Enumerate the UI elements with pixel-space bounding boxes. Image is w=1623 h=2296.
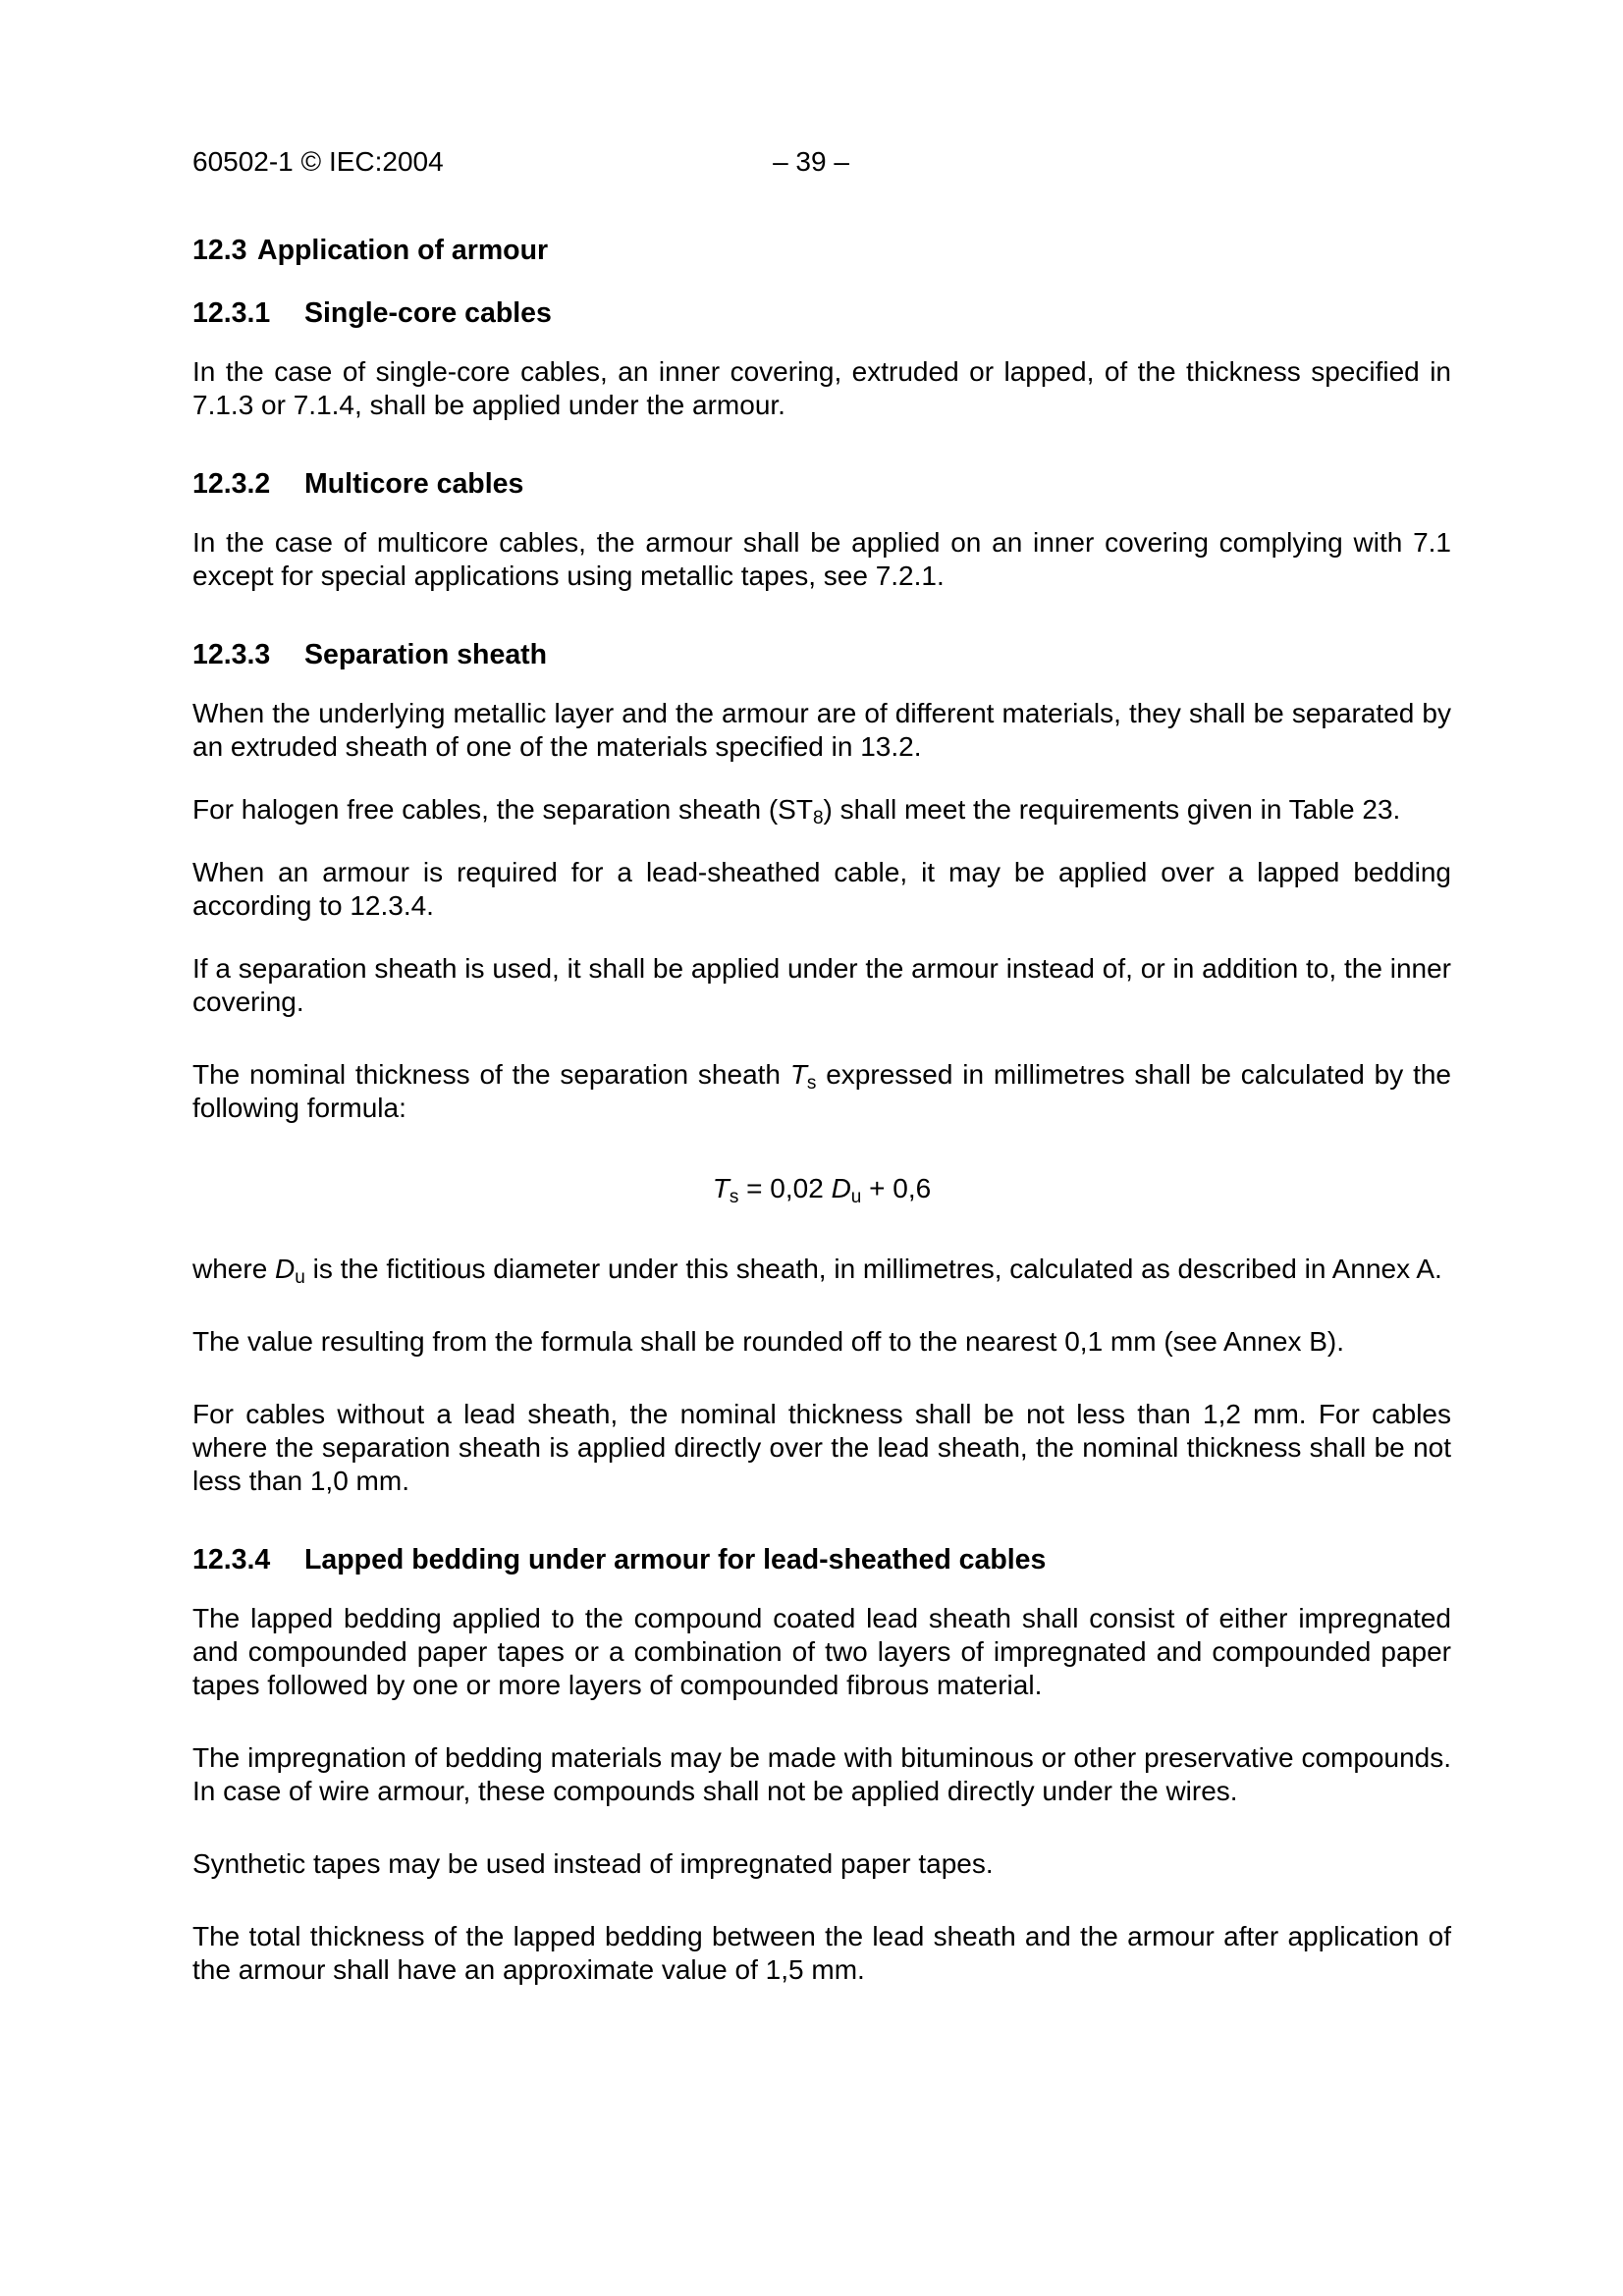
section-heading-12-3: [192, 234, 1451, 267]
variable-ts: T: [712, 1173, 730, 1203]
section-heading-12-3-1: [192, 296, 1451, 330]
subscript-st8: 8: [812, 808, 824, 828]
paragraph-nominal-thickness: [192, 1058, 1451, 1125]
formula-text: = 0,02: [738, 1173, 832, 1203]
section-number: 12.3.3: [192, 639, 271, 670]
paragraph-sheath-used: If a separation sheath is used, it shall be applied under the armour instead of, or in addition to, the inner covering.: [192, 953, 1451, 1017]
paragraph-text: The nominal thickness of the separation sheath: [192, 1059, 790, 1090]
formula-separation-sheath-thickness: [192, 1172, 1451, 1205]
paragraph-rounding: The value resulting from the formula shall be rounded off to the nearest 0,1 mm (see Annex B).: [192, 1326, 1345, 1357]
section-number: 12.3.1: [192, 297, 271, 329]
paragraph-text: For halogen free cables, the separation sheath (ST: [192, 794, 813, 825]
subscript-s: s: [806, 1073, 817, 1094]
section-heading-12-3-3: [192, 638, 1451, 671]
paragraph-lapped-bedding: The lapped bedding applied to the compound coated lead sheath shall consist of either impregnated and compounded paper tapes or a combination of two layers of impregnated and compounded paper tapes followed by one or more layers of compounded fibrous material.: [192, 1603, 1451, 1700]
section-title: Lapped bedding under armour for lead-sheathed cables: [304, 1544, 1047, 1575]
paragraph-multicore: In the case of multicore cables, the armour shall be applied on an inner covering complying with 7.1 except for special applications using metallic tapes, see 7.2.1.: [192, 527, 1451, 591]
section-number: 12.3: [192, 235, 247, 266]
variable-du: D: [831, 1173, 851, 1203]
header-document-reference: 60502-1 © IEC:2004: [192, 146, 444, 177]
paragraph-synthetic-tapes: Synthetic tapes may be used instead of impregnated paper tapes.: [192, 1848, 994, 1879]
section-title: Multicore cables: [304, 468, 524, 500]
subscript-u: u: [295, 1267, 305, 1288]
header-page-number: – 39 –: [773, 146, 849, 177]
section-title: Separation sheath: [304, 639, 548, 670]
section-title: Application of armour: [257, 235, 549, 266]
paragraph-minimum-thickness: For cables without a lead sheath, the nominal thickness shall be not less than 1,2 mm. For cables where the separation sheath is applied directly over the lead sheath, the nominal thickness shall be not less than 1,0 mm.: [192, 1399, 1451, 1496]
paragraph-total-thickness: The total thickness of the lapped bedding between the lead sheath and the armour after application of the armour shall have an approximate value of 1,5 mm.: [192, 1921, 1451, 1985]
paragraph-text: where: [192, 1254, 276, 1284]
section-number: 12.3.4: [192, 1544, 271, 1575]
paragraph-where-du: [192, 1253, 1451, 1286]
paragraph-text: ) shall meet the requirements given in Table 23.: [823, 794, 1401, 825]
formula-text: + 0,6: [861, 1173, 932, 1203]
paragraph-halogen-free: [192, 793, 1451, 827]
paragraph-single-core: In the case of single-core cables, an inner covering, extruded or lapped, of the thickness specified in 7.1.3 or 7.1.4, shall be applied under the armour.: [192, 356, 1451, 420]
section-number: 12.3.2: [192, 468, 271, 500]
paragraph-text: expressed in millimetres shall be calculated by the following formula:: [192, 1059, 1451, 1123]
paragraph-impregnation: The impregnation of bedding materials may be made with bituminous or other preservative compounds. In case of wire armour, these compounds shall not be applied directly under the wires.: [192, 1742, 1451, 1806]
section-heading-12-3-4: [192, 1543, 1451, 1576]
subscript-u: u: [850, 1187, 862, 1207]
subscript-s: s: [729, 1187, 739, 1207]
paragraph-separation-sheath: When the underlying metallic layer and the armour are of different materials, they shall be separated by an extruded sheath of one of the materials specified in 13.2.: [192, 698, 1451, 762]
paragraph-lead-sheathed-armour: When an armour is required for a lead-sheathed cable, it may be applied over a lapped bedding according to 12.3.4.: [192, 857, 1451, 921]
variable-ts: T: [789, 1059, 807, 1090]
section-heading-12-3-2: [192, 467, 1451, 501]
section-title: Single-core cables: [304, 297, 552, 329]
variable-du: D: [275, 1254, 296, 1284]
page-body: [192, 179, 1451, 1987]
paragraph-text: is the fictitious diameter under this sheath, in millimetres, calculated as described in Annex A.: [304, 1254, 1442, 1284]
